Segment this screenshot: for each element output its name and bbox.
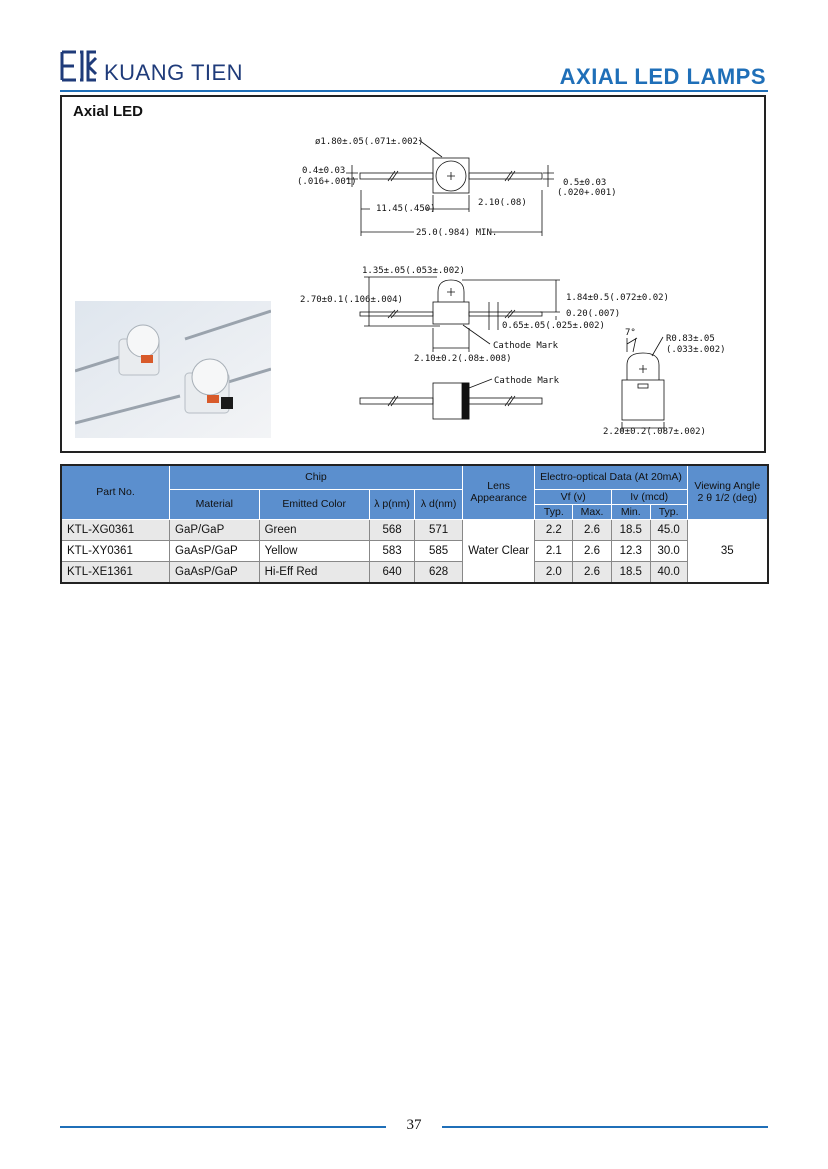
header-part-no: Part No. bbox=[61, 465, 170, 519]
dim-radius-in: (.033±.002) bbox=[666, 345, 726, 355]
top-view-lead-left bbox=[360, 173, 433, 179]
spec-table bbox=[60, 464, 769, 584]
cell-lambda-p: 640 bbox=[369, 561, 415, 583]
header-lambda-p: λ p(nm) bbox=[369, 489, 415, 519]
table-row bbox=[61, 561, 768, 583]
cell-color: Green bbox=[259, 519, 369, 540]
side-cathode-label: Cathode Mark bbox=[493, 341, 559, 351]
header-rule bbox=[60, 90, 768, 92]
cell-iv-typ: 45.0 bbox=[650, 519, 687, 540]
table-row bbox=[61, 540, 768, 561]
panel-title: Axial LED bbox=[73, 103, 144, 120]
header-lens: Lens Appearance bbox=[462, 465, 535, 519]
cell-material: GaAsP/GaP bbox=[170, 561, 260, 583]
header-chip: Chip bbox=[170, 465, 463, 489]
dim-lead-width-in: (.020+.001) bbox=[557, 188, 617, 198]
dim-lead-length: 11.45(.450) bbox=[376, 204, 436, 214]
document-title: AXIAL LED LAMPS bbox=[559, 64, 766, 89]
dim-lead-thickness-in: (.016+.001) bbox=[297, 177, 357, 187]
cell-material: GaP/GaP bbox=[170, 519, 260, 540]
header-lambda-d: λ d(nm) bbox=[415, 489, 463, 519]
cell-iv-min: 18.5 bbox=[611, 519, 650, 540]
header-emitted-color: Emitted Color bbox=[259, 489, 369, 519]
cell-part: KTL-XY0361 bbox=[61, 540, 170, 561]
header-iv-min: Min. bbox=[611, 504, 650, 519]
cell-lambda-d: 571 bbox=[415, 519, 463, 540]
header-iv: Iv (mcd) bbox=[611, 489, 687, 504]
cell-vf-typ: 2.1 bbox=[535, 540, 573, 561]
page-number: 37 bbox=[406, 1117, 422, 1133]
header-vf: Vf (v) bbox=[535, 489, 611, 504]
dim-side-width: 2.10±0.2(.08±.008) bbox=[414, 354, 512, 364]
dim-total-length: 25.0(.984) MIN. bbox=[416, 228, 498, 238]
cell-color: Yellow bbox=[259, 540, 369, 561]
footer-rule-right bbox=[442, 1126, 768, 1128]
dim-lead-thk-side: 0.20(.007) bbox=[566, 309, 621, 319]
end-view-body bbox=[622, 380, 664, 420]
footer-rule-left bbox=[60, 1126, 386, 1128]
ktc-logo-icon bbox=[60, 49, 98, 83]
cathode-band bbox=[462, 383, 469, 419]
cell-color: Hi-Eff Red bbox=[259, 561, 369, 583]
cell-part: KTL-XE1361 bbox=[61, 561, 170, 583]
dim-angle: 7° bbox=[625, 328, 636, 338]
product-photo bbox=[75, 301, 271, 438]
table-row bbox=[61, 519, 768, 540]
cell-viewing: 35 bbox=[687, 519, 768, 583]
cell-iv-min: 12.3 bbox=[611, 540, 650, 561]
cell-iv-typ: 40.0 bbox=[650, 561, 687, 583]
dim-lead-width: 0.5±0.03 bbox=[563, 178, 607, 188]
dim-height: 2.70±0.1(.106±.004) bbox=[300, 295, 403, 305]
cell-vf-max: 2.6 bbox=[573, 519, 612, 540]
dim-lead-position: 1.84±0.5(.072±0.02) bbox=[566, 293, 669, 303]
top-view-lead-right bbox=[469, 173, 542, 179]
cell-lambda-p: 568 bbox=[369, 519, 415, 540]
cell-vf-typ: 2.0 bbox=[535, 561, 573, 583]
header-electro: Electro-optical Data (At 20mA) bbox=[535, 465, 687, 489]
cell-lens: Water Clear bbox=[462, 519, 535, 583]
dim-body-width: 2.10(.08) bbox=[478, 198, 527, 208]
dim-diameter: ø1.80±.05(.071±.002) bbox=[315, 137, 424, 147]
cell-vf-typ: 2.2 bbox=[535, 519, 573, 540]
cell-lambda-d: 628 bbox=[415, 561, 463, 583]
dim-gap: 0.65±.05(.025±.002) bbox=[502, 321, 605, 331]
header-vf-max: Max. bbox=[573, 504, 612, 519]
cell-lambda-d: 585 bbox=[415, 540, 463, 561]
header-iv-typ: Typ. bbox=[650, 504, 687, 519]
dim-dome: 1.35±.05(.053±.002) bbox=[362, 266, 465, 276]
dim-radius: R0.83±.05 bbox=[666, 334, 715, 344]
cell-vf-max: 2.6 bbox=[573, 561, 612, 583]
header-viewing: Viewing Angle 2 θ 1/2 (deg) bbox=[687, 465, 768, 519]
brand-name: KUANG TIEN bbox=[104, 60, 244, 85]
header-material: Material bbox=[170, 489, 260, 519]
cell-lambda-p: 583 bbox=[369, 540, 415, 561]
header-vf-typ: Typ. bbox=[535, 504, 573, 519]
dim-lead-thickness: 0.4±0.03 bbox=[302, 166, 346, 176]
side-view-body bbox=[433, 302, 469, 324]
bottom-cathode-label: Cathode Mark bbox=[494, 376, 560, 386]
cell-part: KTL-XG0361 bbox=[61, 519, 170, 540]
cell-iv-typ: 30.0 bbox=[650, 540, 687, 561]
cell-vf-max: 2.6 bbox=[573, 540, 612, 561]
cell-material: GaAsP/GaP bbox=[170, 540, 260, 561]
cell-iv-min: 18.5 bbox=[611, 561, 650, 583]
dim-end-width: 2.20±0.2(.087±.002) bbox=[603, 427, 706, 437]
